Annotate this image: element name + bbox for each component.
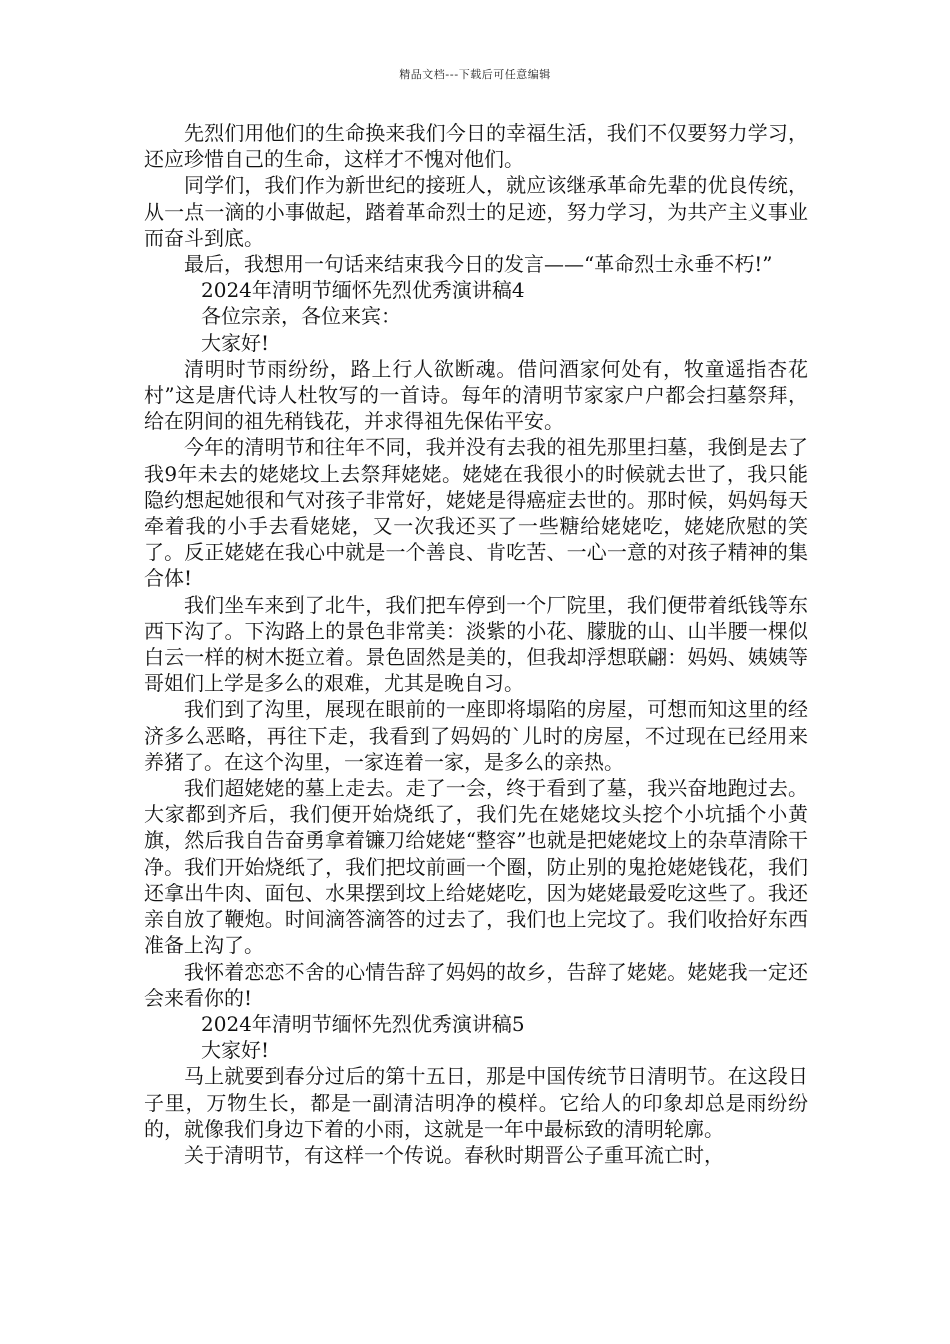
- paragraph: 同学们，我们作为新世纪的接班人，就应该继承革命先辈的优良传统，从一点一滴的小事做起，踏着革命烈士的足迹，努力学习，为共产主义事业而奋斗到底。: [144, 173, 808, 250]
- paragraph: 先烈们用他们的生命换来我们今日的幸福生活，我们不仅要努力学习，还应珍惜自己的生命，这样才不愧对他们。: [144, 121, 808, 172]
- document-body: [144, 120, 808, 1168]
- paragraph: 今年的清明节和往年不同，我并没有去我的祖先那里扫墓，我倒是去了我9年未去的姥姥坟上去祭拜姥姥。姥姥在我很小的时候就去世了，我只能隐约想起她很和气对孩子非常好，姥姥是得癌症去世的。那时候，妈妈每天牵着我的小手去看姥姥，又一次我还买了一些糖给姥姥吃，姥姥欣慰的笑了。反正姥姥在我心中就是一个善良、肯吃苦、一心一意的对孩子精神的集合体!: [144, 435, 808, 591]
- page-header: 精品文档---下载后可任意编辑: [399, 68, 551, 81]
- paragraph: 最后，我想用一句话来结束我今日的发言——“革命烈士永垂不朽!”: [184, 252, 773, 277]
- greeting: 大家好!: [201, 330, 270, 355]
- paragraph: 关于清明节，有这样一个传说。春秋时期晋公子重耳流亡时，: [184, 1142, 724, 1167]
- salutation: 各位宗亲，各位来宾：: [201, 304, 401, 329]
- paragraph: 我怀着恋恋不舍的心情告辞了妈妈的故乡，告辞了姥姥。姥姥我一定还会来看你的!: [144, 959, 808, 1010]
- paragraph: 我们超姥姥的墓上走去。走了一会，终于看到了墓，我兴奋地跑过去。大家都到齐后，我们便开始烧纸了，我们先在姥姥坟头挖个小坑插个小黄旗，然后我自告奋勇拿着镰刀给姥姥“整容”也就是把姥姥坟上的杂草清除干净。我们开始烧纸了，我们把坟前画一个圈，防止别的鬼抢姥姥钱花，我们还拿出牛肉、面包、水果摆到坟上给姥姥吃，因为姥姥最爱吃这些了。我还亲自放了鞭炮。时间滴答滴答的过去了，我们也上完坟了。我们收拾好东西准备上沟了。: [144, 776, 808, 958]
- paragraph: 清明时节雨纷纷，路上行人欲断魂。借问酒家何处有，牧童遥指杏花村”这是唐代诗人杜牧写的一首诗。每年的清明节家家户户都会扫墓祭拜，给在阴间的祖先稍钱花，并求得祖先保佑平安。: [144, 356, 808, 434]
- greeting: 大家好!: [201, 1038, 270, 1063]
- paragraph: 我们到了沟里，展现在眼前的一座即将塌陷的房屋，可想而知这里的经济多么恶略，再往下走，我看到了妈妈的`儿时的房屋，不过现在已经用来养猪了。在这个沟里，一家连着一家，是多么的亲热。: [144, 697, 808, 774]
- paragraph: 我们坐车来到了北牛，我们把车停到一个厂院里，我们便带着纸钱等东西下沟了。下沟路上的景色非常美：淡紫的小花、朦胧的山、山半腰一棵似白云一样的树木挺立着。景色固然是美的，但我却浮想联翩：妈妈、姨姨等哥姐们上学是多么的艰难，尤其是晚自习。: [144, 592, 808, 696]
- paragraph: 马上就要到春分过后的第十五日，那是中国传统节日清明节。在这段日子里，万物生长，都是一副清洁明净的模样。它给人的印象却总是雨纷纷的，就像我们身边下着的小雨，这就是一年中最标致的清明轮廓。: [144, 1064, 808, 1141]
- section-heading: 2024年清明节缅怀先烈优秀演讲稿4: [201, 278, 525, 303]
- section-heading: 2024年清明节缅怀先烈优秀演讲稿5: [201, 1011, 525, 1036]
